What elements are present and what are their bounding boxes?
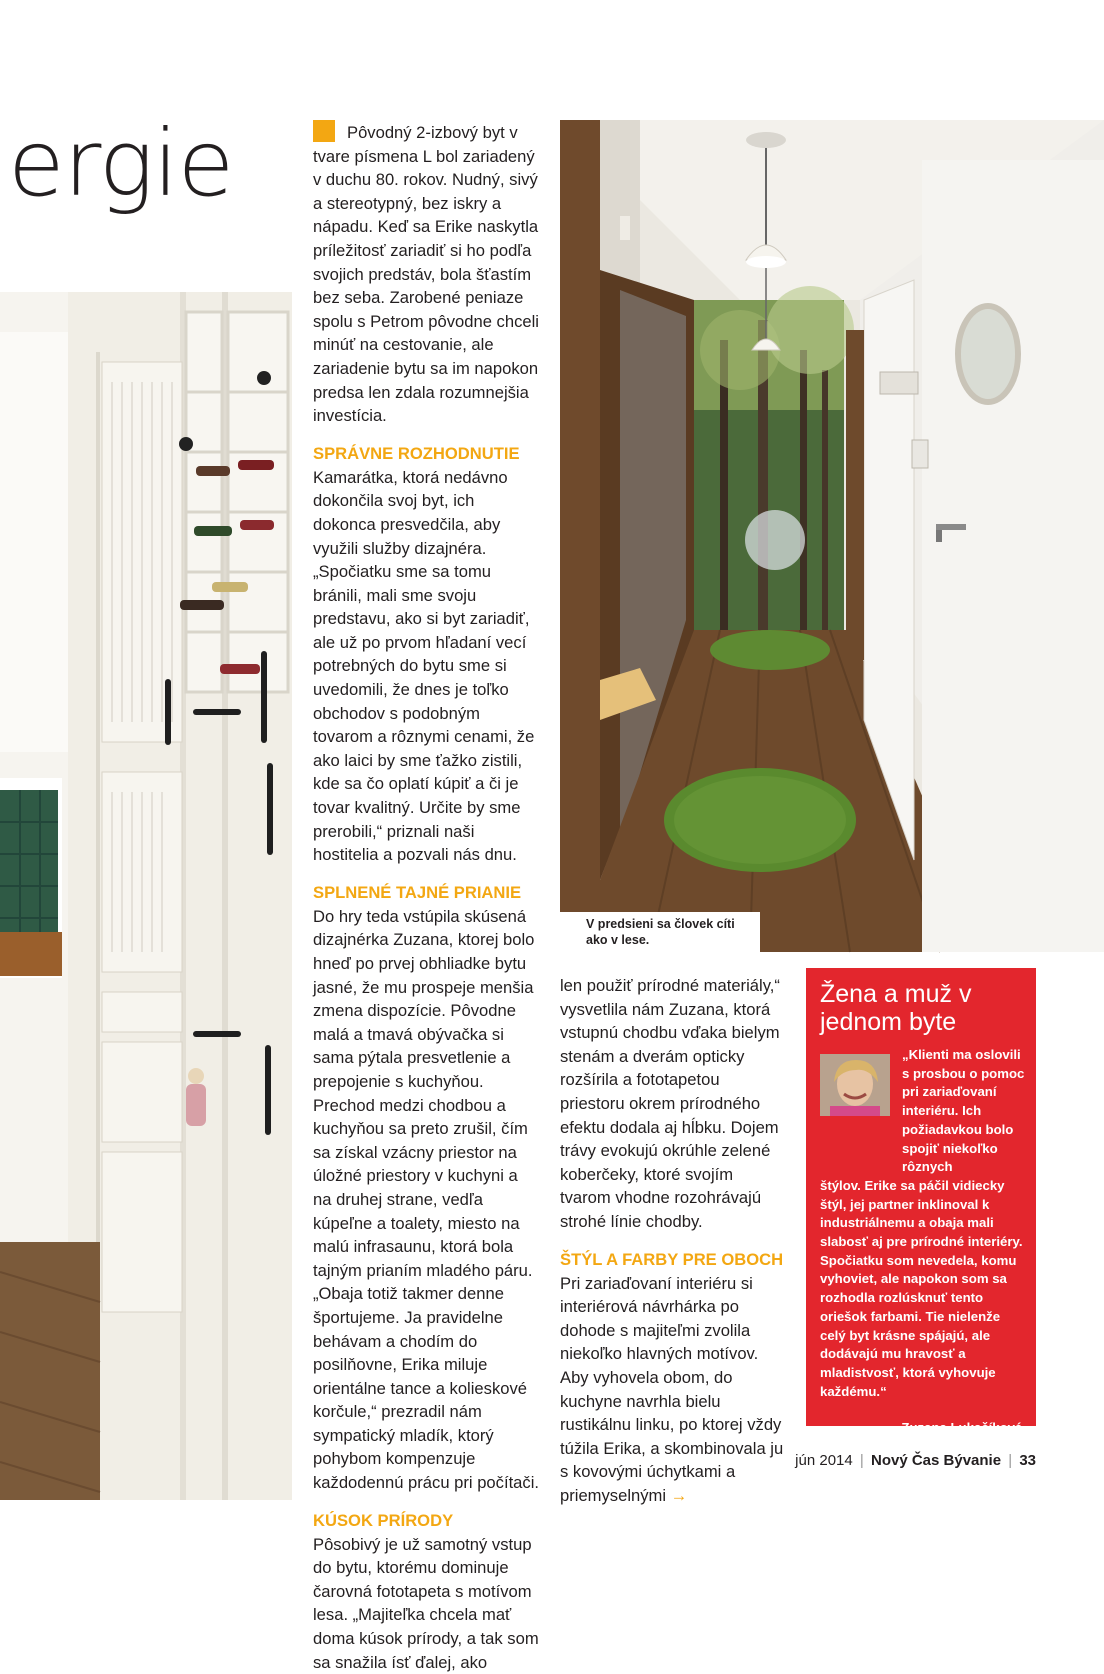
subheading-spravne-rozhodnutie: SPRÁVNE ROZHODNUTIE bbox=[313, 443, 520, 463]
intro-paragraph: Pôvodný 2-izbový byt v tvare písmena L bol zariadený v duchu 80. rokov. Nudný, sivý a stereotypný, bez iskry a nápadu. Keď sa Erike naskytla príležitosť zariadiť si ho podľa svojich predstáv, bola šťastím bez seba. Zarobené peniaze spolu s Petrom pôvodne chceli minúť na cestovanie, ale zariadenie bytu sa im napokon predsa len zdala rozumnejšia investícia. bbox=[313, 120, 539, 428]
footer-separator: | bbox=[1008, 1452, 1013, 1469]
subheading-kusok-prirody: KÚSOK PRÍRODY bbox=[313, 1510, 454, 1530]
quote-rest: štýlov. Erike sa páčil vidiecky štýl, jej partner inklinoval k industriálnemu a obaja mali slabosť aj pre prírodné interiéry. Spočiatku som nevedela, komu vyhoviet, ale napokon som sa rozhodla rozlúsknuť tento oriešok farbami. Tie nielenže celý byt krásne spájajú, ale dodávajú mu hravosť a mladistvosť, ktorá vyhovuje každému.“ bbox=[820, 1177, 1023, 1399]
hallway-photo bbox=[560, 120, 1104, 952]
kitchen-photo bbox=[0, 292, 292, 1500]
lead-square-icon bbox=[313, 120, 335, 142]
headline: ergie bbox=[8, 110, 234, 217]
designer-portrait bbox=[820, 1054, 890, 1116]
paragraph-continued: len použiť prírodné materiály,“ vysvetlila nám Zuzana, ktorá vstupnú chodbu vďaka bielym stenám a dverám opticky rozšírila a fototapetou priestoru okrem prírodného efektu dodala aj hĺbku. Dojem trávy evokujú okrúhle zelené koberčeky, ktoré svojím tvarom vhodne rozohrávajú strohé línie chodby. bbox=[560, 976, 780, 1231]
paragraph-kusok-prirody: Pôsobivý je už samotný vstup do bytu, ktorému dominuje čarovná fototapeta s motívom lesa. „Majiteľka chcela mať doma kúsok prírody, a tak som sa snažila ísť ďalej, ako bbox=[313, 1534, 539, 1672]
author-role: dizajnérka bbox=[961, 1439, 1026, 1455]
sidebar-box bbox=[806, 968, 1036, 1455]
author-name: Zuzana Lukačíková, bbox=[901, 1420, 1026, 1436]
subheading-styl-a-farby: ŠTÝL A FARBY PRE OBOCH bbox=[560, 1249, 784, 1269]
footer-separator: | bbox=[859, 1452, 864, 1469]
issue-date: jún 2014 bbox=[795, 1452, 853, 1469]
sidebar-title: Žena a muž v jednom byte bbox=[820, 980, 972, 1036]
article-column-2 bbox=[560, 974, 788, 1507]
paragraph-spravne-rozhodnutie: Kamarátka, ktorá nedávno dokončila svoj byt, ich dokonca presvedčila, aby využili služby dizajnéra. „Spočiatku sme sa tomu bránili, mali sme svoju predstavu, ako si byt zariadiť, ale už po prvom hľadaní vecí potrebných do bytu sme si uvedomili, že dnes je toľko obchodov s podobným tovarom a rôznymi cenami, že ako laici by sme ťažko zistili, kde sa čo oplatí kúpiť a či je tovar kvalitný. Určite by sme prerobili,“ priznali naši hostitelia a pozvali nás dnu. bbox=[313, 467, 535, 865]
paragraph-styl-a-farby: Pri zariaďovaní interiéru si interiérová návrhárka po dohode s majiteľmi zvolila niekoľko hlavných motívov. Aby vyhovela obom, do kuchyne navrhla bielu rustikálnu linku, po ktorej vždy túžila Erika, a skombinovala ju s kovovými úchytkami a priemyselnými → bbox=[560, 1273, 784, 1505]
quote-indented: „Klienti ma oslovili s prosbou o pomoc pri zariaďovaní interiéru. Ich požiadavkou bolo spojiť niekoľko rôznych bbox=[902, 1047, 1025, 1175]
photo-caption: V predsieni sa človek cíti ako v lese. bbox=[560, 912, 760, 954]
paragraph-splnene-tajne-prianie: Do hry teda vstúpila skúsená dizajnérka Zuzana, ktorej bolo hneď po prvej obhliadke bytu jasné, že mu prospeje menšia zmena dispozície. Pôvodne malá a tmavá obývačka si sama pýtala presvetlenie a prepojenie s kuchyňou. Prechod medzi chodbou a kuchyňou sa preto zrušil, čím sa získal vzácny priestor na úložné priestory v kuchyni a na druhej strane, vedľa kúpeľne a toalety, miesto na malú infrasaunu, ktorá bola tajným prianím mladého páru. „Obaja totiž takmer denne športujeme. Ja pravidelne behávam a chodím do posilňovne, Erika miluje orientálne tance a kolieskové korčule,“ prezradil nám sympatický mladík, ktorý pohybom kompenzuje každodennú prácu pri počítači. bbox=[313, 906, 540, 1493]
subheading-splnene-tajne-prianie: SPLNENÉ TAJNÉ PRIANIE bbox=[313, 882, 522, 902]
page-footer bbox=[795, 1452, 1036, 1469]
page-number: 33 bbox=[1019, 1452, 1036, 1469]
magazine-name: Nový Čas Bývanie bbox=[870, 1452, 1002, 1469]
continue-arrow-icon: → bbox=[670, 1485, 688, 1505]
article-column-1 bbox=[313, 120, 539, 1674]
